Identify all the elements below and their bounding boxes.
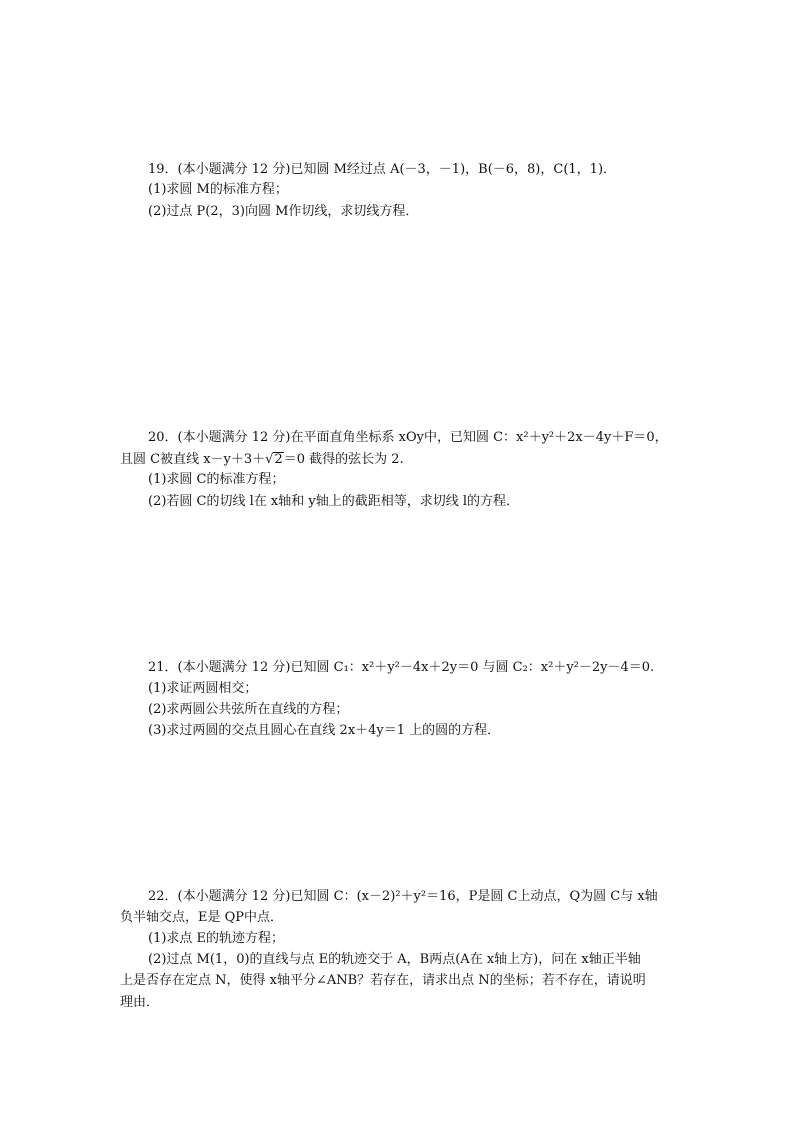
problem-22-part-1: (1)求点 E的轨迹方程；	[148, 931, 285, 946]
problem-21-part-2: (2)求两圆公共弦所在直线的方程；	[148, 702, 349, 717]
problem-19-part-1: (1)求圆 M的标准方程；	[148, 182, 288, 197]
problem-20-statement: 20．(本小题满分 12 分)在平面直角坐标系 xOy中，已知圆 C：x²＋y²＋2x－4y＋F＝0，	[148, 430, 668, 445]
problem-20-statement-cont	[120, 450, 404, 470]
sqrt-symbol: √2	[265, 452, 283, 467]
problem-22-statement: 22．(本小题满分 12 分)已知圆 C：(x－2)²＋y²＝16，P是圆 C上动点，Q为圆 C与 x轴	[148, 889, 658, 904]
problem-21-part-3: (3)求过两圆的交点且圆心在直线 2x＋4y＝1 上的圆的方程．	[148, 723, 501, 738]
problem-21-part-1: (1)求证两圆相交；	[148, 681, 258, 696]
problem-19-part-2: (2)过点 P(2，3)向圆 M作切线，求切线方程．	[148, 204, 419, 219]
problem-22-part-2-cont: 上是否存在定点 N，使得 x轴平分∠ANB？若存在，请求出点 N的坐标；若不存在，请说明	[120, 973, 646, 988]
problem-20-part-2: (2)若圆 C的切线 l在 x轴和 y轴上的截距相等，求切线 l的方程．	[148, 494, 520, 509]
problem-21-statement: 21．(本小题满分 12 分)已知圆 C₁：x²＋y²－4x＋2y＝0 与圆 C₂：x²＋y²－2y－4＝0.	[148, 660, 655, 675]
sqrt-radicand: 2	[274, 452, 283, 467]
problem-22-part-2: (2)过点 M(1，0)的直线与点 E的轨迹交于 A，B两点(A在 x轴上方)，问在 x轴正半轴	[148, 952, 641, 967]
problem-22-statement-cont: 负半轴交点，E是 QP中点．	[120, 910, 284, 925]
problem-19-statement: 19．(本小题满分 12 分)已知圆 M经过点 A(－3，－1)，B(－6，8)，C(1，1)．	[148, 162, 617, 177]
problem-20-line2-pre: 且圆 C被直线 x－y＋3＋	[120, 452, 266, 467]
problem-20-part-1: (1)求圆 C的标准方程；	[148, 472, 285, 487]
problem-22-part-2-end: 理由．	[120, 995, 160, 1010]
problem-20-line2-post: ＝0 截得的弦长为 2.	[283, 452, 404, 467]
